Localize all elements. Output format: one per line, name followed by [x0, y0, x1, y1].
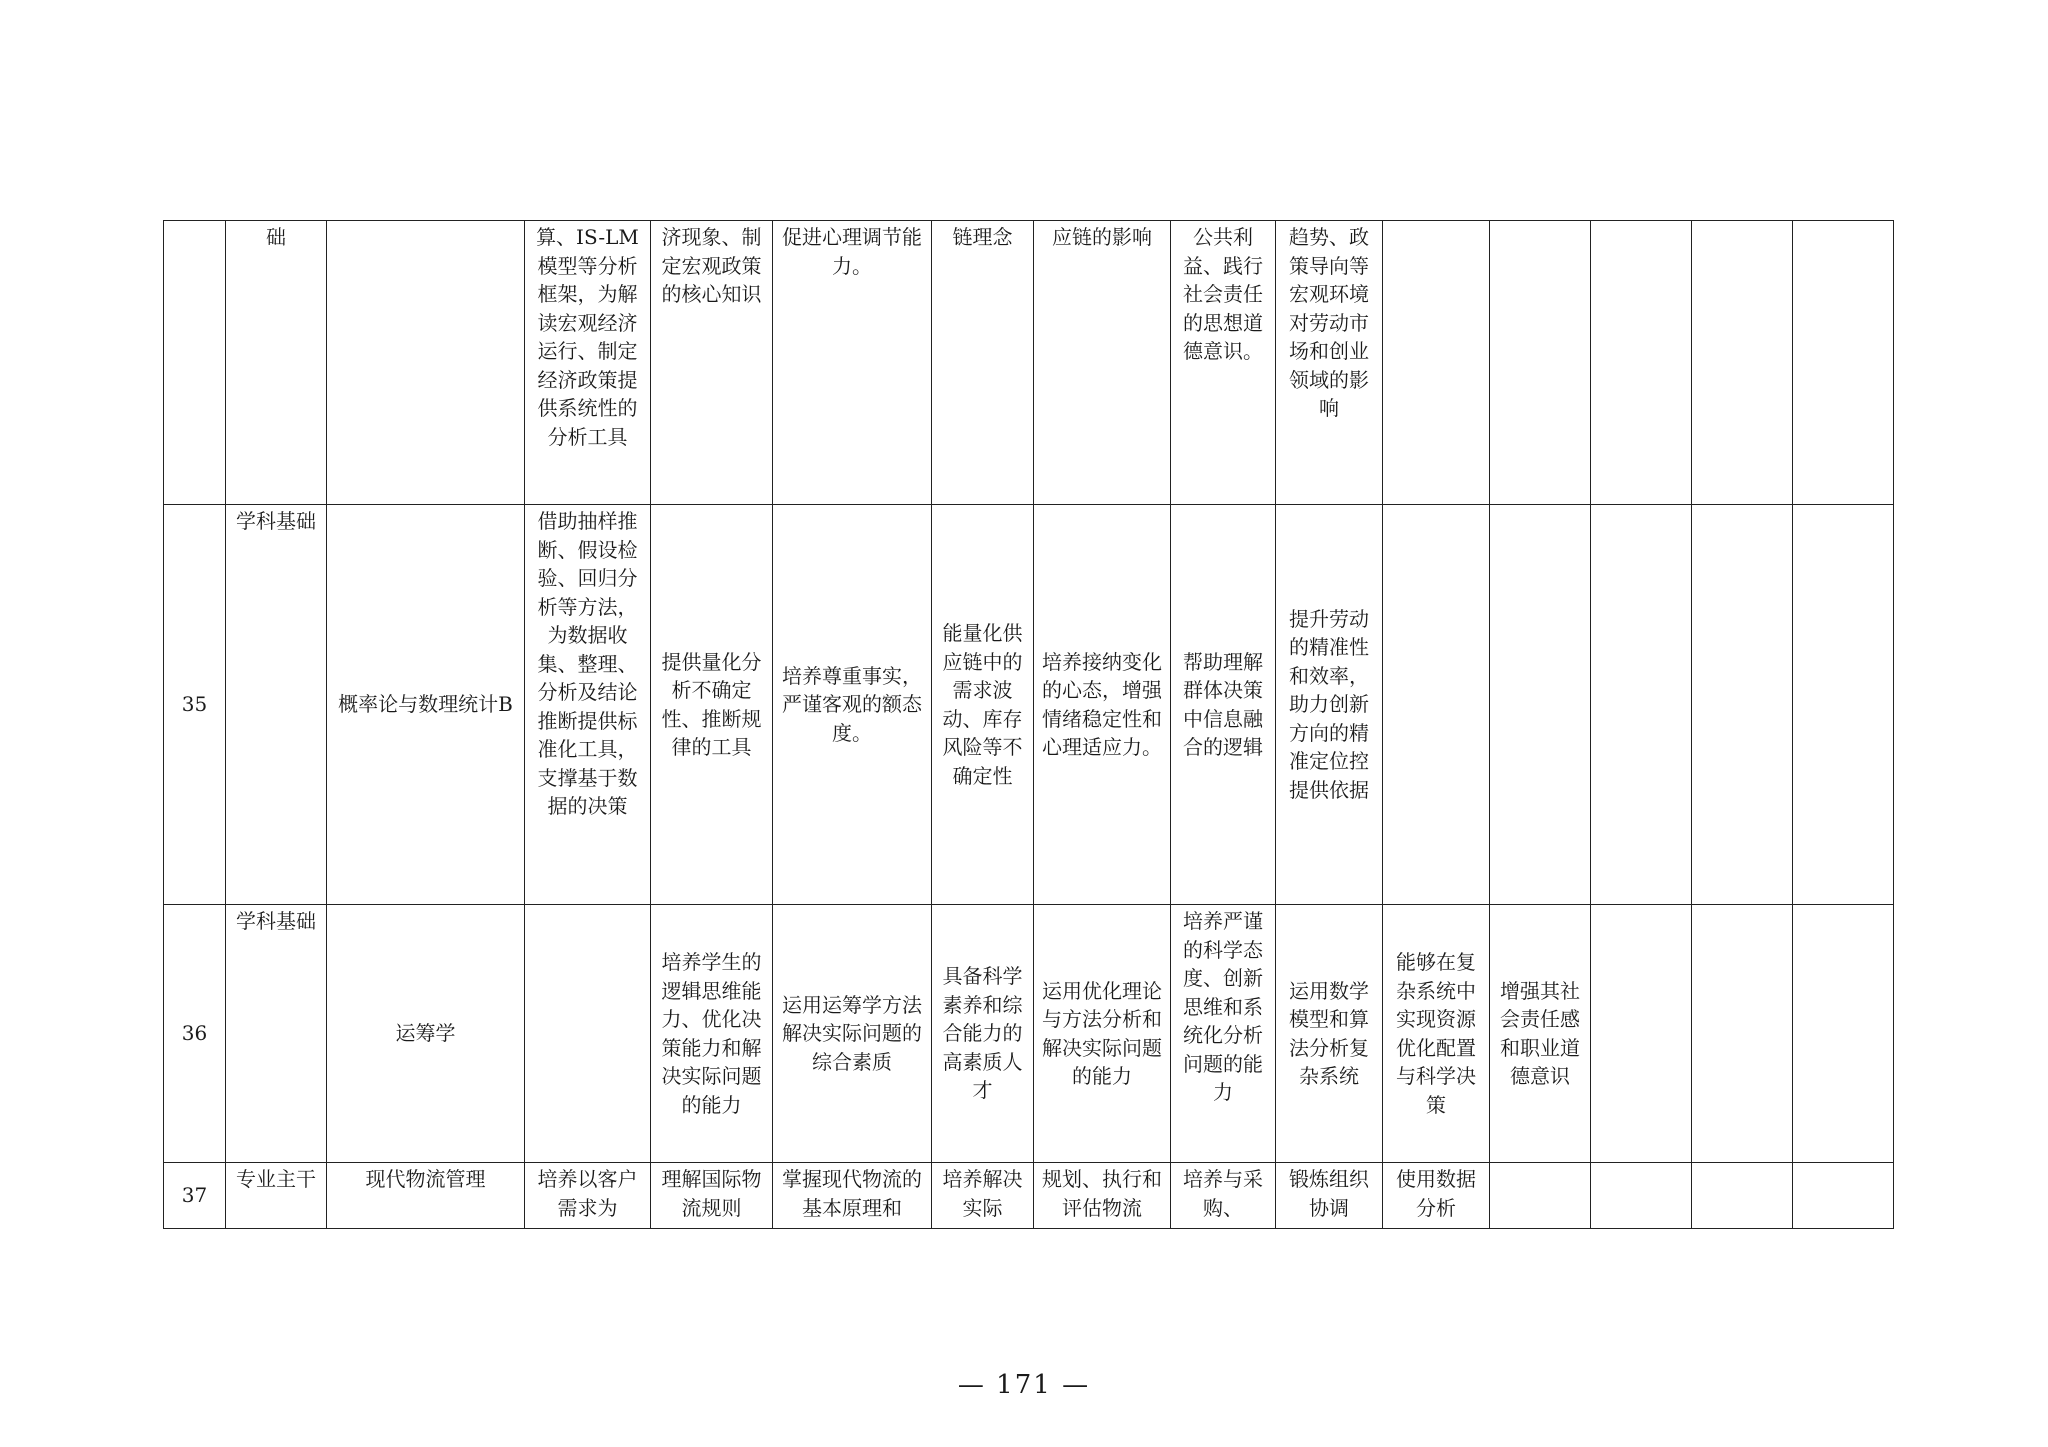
- table-cell: [1692, 1163, 1793, 1229]
- table-cell: 使用数据分析: [1383, 1163, 1490, 1229]
- table-cell: 具备科学素养和综合能力的高素质人才: [932, 905, 1034, 1163]
- table-cell: 培养与采购、: [1171, 1163, 1276, 1229]
- course-name: [327, 221, 525, 505]
- table-cell: [1793, 221, 1894, 505]
- table-cell: 运用数学模型和算法分析复杂系统: [1276, 905, 1383, 1163]
- table-cell: 链理念: [932, 221, 1034, 505]
- page-number: — 171 —: [957, 1370, 1091, 1400]
- row-number: 37: [164, 1163, 226, 1229]
- table-cell: 锻炼组织协调: [1276, 1163, 1383, 1229]
- table-cell: [1490, 1163, 1591, 1229]
- table-cell: [1490, 221, 1591, 505]
- table-row: [164, 221, 1894, 505]
- table-row: [164, 1163, 1894, 1229]
- table-cell: [1692, 505, 1793, 905]
- course-matrix-table: [163, 220, 1894, 1229]
- table-cell: 济现象、制定宏观政策的核心知识: [651, 221, 773, 505]
- table-cell: [1591, 905, 1692, 1163]
- table-cell: [1692, 221, 1793, 505]
- table-cell: 培养接纳变化的心态，增强情绪稳定性和心理适应力。: [1034, 505, 1171, 905]
- row-number: 35: [164, 505, 226, 905]
- row-number: 36: [164, 905, 226, 1163]
- table-cell: [525, 905, 651, 1163]
- table-cell: 帮助理解群体决策中信息融合的逻辑: [1171, 505, 1276, 905]
- table-cell: 规划、执行和评估物流: [1034, 1163, 1171, 1229]
- course-name: 概率论与数理统计B: [327, 505, 525, 905]
- table-cell: 培养尊重事实，严谨客观的额态度。: [773, 505, 932, 905]
- table-cell: 算、IS-LM模型等分析框架，为解读宏观经济运行、制定经济政策提供系统性的分析工具: [525, 221, 651, 505]
- table-cell: [1591, 1163, 1692, 1229]
- table-cell: 运用优化理论与方法分析和解决实际问题的能力: [1034, 905, 1171, 1163]
- table-cell: 提供量化分析不确定性、推断规律的工具: [651, 505, 773, 905]
- course-category: 专业主干: [226, 1163, 327, 1229]
- table-cell: 提升劳动的精准性和效率，助力创新方向的精准定位控提供依据: [1276, 505, 1383, 905]
- table-cell: [1793, 505, 1894, 905]
- table-cell: 培养解决实际: [932, 1163, 1034, 1229]
- table-cell: 掌握现代物流的基本原理和: [773, 1163, 932, 1229]
- table-cell: [1692, 905, 1793, 1163]
- table-row: [164, 505, 1894, 905]
- table-cell: [1591, 505, 1692, 905]
- course-name: 现代物流管理: [327, 1163, 525, 1229]
- course-category: 础: [226, 221, 327, 505]
- course-category: 学科基础: [226, 505, 327, 905]
- table-cell: 培养以客户需求为: [525, 1163, 651, 1229]
- table-cell: [1793, 905, 1894, 1163]
- table-cell: [1383, 221, 1490, 505]
- table-cell: [1490, 505, 1591, 905]
- table-row: [164, 905, 1894, 1163]
- table-cell: 运用运筹学方法解决实际问题的综合素质: [773, 905, 932, 1163]
- table-cell: 培养严谨的科学态度、创新思维和系统化分析问题的能力: [1171, 905, 1276, 1163]
- table-cell: 促进心理调节能力。: [773, 221, 932, 505]
- table-cell: 趋势、政策导向等宏观环境对劳动市场和创业领域的影响: [1276, 221, 1383, 505]
- table-cell: [1591, 221, 1692, 505]
- course-name: 运筹学: [327, 905, 525, 1163]
- table-cell: 公共利益、践行社会责任的思想道德意识。: [1171, 221, 1276, 505]
- table-cell: 能量化供应链中的需求波动、库存风险等不确定性: [932, 505, 1034, 905]
- table-cell: [1793, 1163, 1894, 1229]
- course-category: 学科基础: [226, 905, 327, 1163]
- table-cell: [1383, 505, 1490, 905]
- table-cell: 培养学生的逻辑思维能力、优化决策能力和解决实际问题的能力: [651, 905, 773, 1163]
- table-cell: 能够在复杂系统中实现资源优化配置与科学决策: [1383, 905, 1490, 1163]
- table-cell: 理解国际物流规则: [651, 1163, 773, 1229]
- table-cell: 增强其社会责任感和职业道德意识: [1490, 905, 1591, 1163]
- table-cell: 借助抽样推断、假设检验、回归分析等方法，为数据收集、整理、分析及结论推断提供标准化工具，支撑基于数据的决策: [525, 505, 651, 905]
- table-cell: 应链的影响: [1034, 221, 1171, 505]
- row-number: [164, 221, 226, 505]
